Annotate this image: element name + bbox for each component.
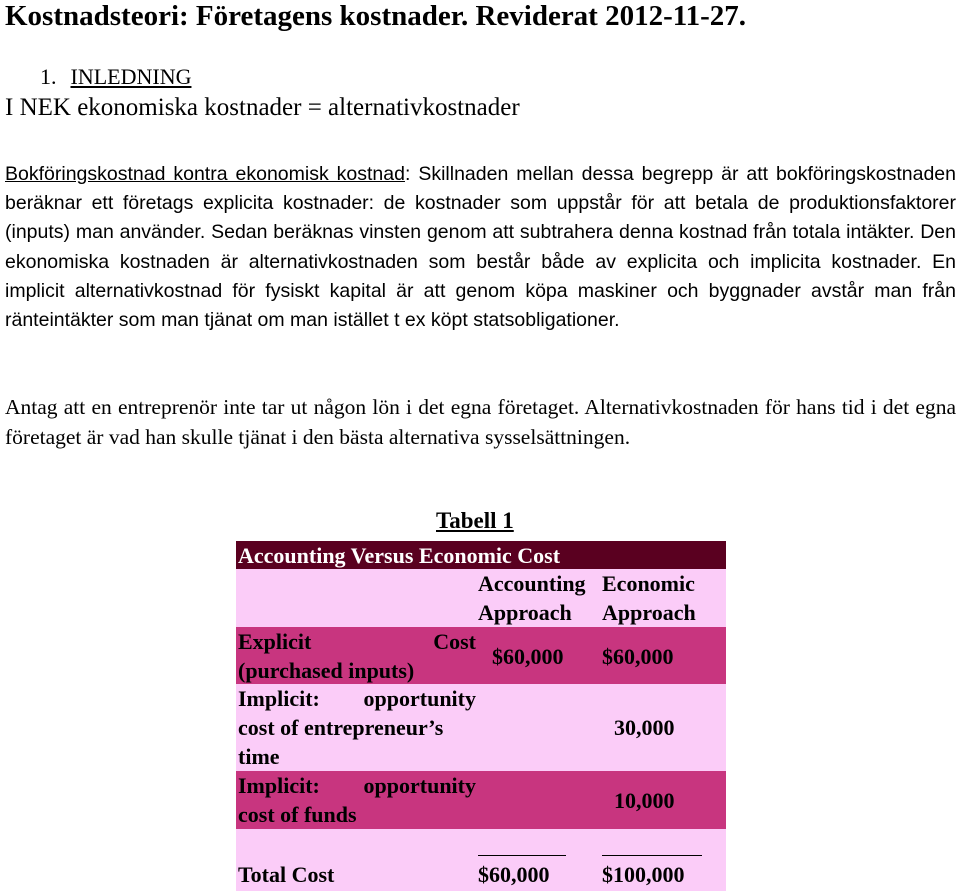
table-row-implicit-funds [236, 771, 726, 829]
implicit-funds-economic-value: 10,000 [614, 788, 675, 813]
sum-rule-economic [602, 855, 702, 856]
row-label-line1: Explicit Cost [238, 629, 476, 654]
col-accounting-line1: Accounting [478, 571, 586, 596]
section-title: INLEDNING [70, 64, 192, 89]
table-header: Accounting Versus Economic Cost [238, 543, 561, 568]
section-number: 1. [40, 64, 57, 89]
sum-rule-accounting [478, 855, 566, 856]
document-title: Kostnadsteori: Företagens kostnader. Reviderat 2012-11-27. [5, 0, 747, 32]
row-label-line3: time [238, 744, 280, 769]
table-row-implicit-time [236, 684, 726, 771]
row-label-line1: Implicit: opportunity [238, 686, 476, 711]
paragraph-entrepreneur: Antag att en entreprenör inte tar ut någon lön i det egna företaget. Alternativkostnaden för hans tid i det egna företaget är vad han skulle tjänat i den bästa alternativa sysselsättningen. [5, 395, 956, 449]
total-label: Total Cost [238, 862, 335, 887]
section-heading [40, 64, 191, 90]
col-accounting-line2: Approach [478, 600, 572, 625]
row-label-line2: (purchased inputs) [238, 658, 415, 683]
col-economic-line1: Economic [602, 571, 695, 596]
total-accounting-value: $60,000 [478, 862, 550, 887]
cost-table [236, 541, 726, 891]
total-economic-value: $100,000 [602, 862, 685, 887]
row-label-line2: cost of funds [238, 802, 357, 827]
row-label-line2: cost of entrepreneur’s [238, 715, 444, 740]
paragraph-body: : Skillnaden mellan dessa begrepp är att bokföringskostnaden beräknar ett företags explicita kostnader: de kostnader som uppstår för att betala de produktionsfaktorer (inputs) man använder. Sedan beräknas vinsten genom att subtrahera denna kostnad från totala intäkter. Den ekonomiska kostnaden är alternativkostnaden som består både av explicita och implicita kostnader. En implicit alternativkostnad för fysiskt kapital är att genom köpa maskiner och byggnader avstår man från ränteintäkter som man tjänat om man istället t ex köpt statsobligationer. [5, 163, 956, 332]
subheading: I NEK ekonomiska kostnader = alternativkostnader [5, 94, 520, 121]
table-row-total [236, 859, 726, 891]
table-caption: Tabell 1 [436, 508, 514, 533]
table-row-explicit [236, 627, 726, 684]
paragraph-lead-in: Bokföringskostnad kontra ekonomisk kostnad [5, 163, 405, 185]
implicit-time-economic-value: 30,000 [614, 715, 675, 740]
explicit-economic-value: $60,000 [602, 644, 674, 669]
row-label-line1: Implicit: opportunity [238, 773, 476, 798]
column-header-row [236, 569, 726, 627]
table-header-row [236, 541, 726, 569]
explicit-accounting-value: $60,000 [492, 644, 564, 669]
paragraph-accounting-vs-economic [5, 160, 956, 335]
col-economic-line2: Approach [602, 600, 696, 625]
